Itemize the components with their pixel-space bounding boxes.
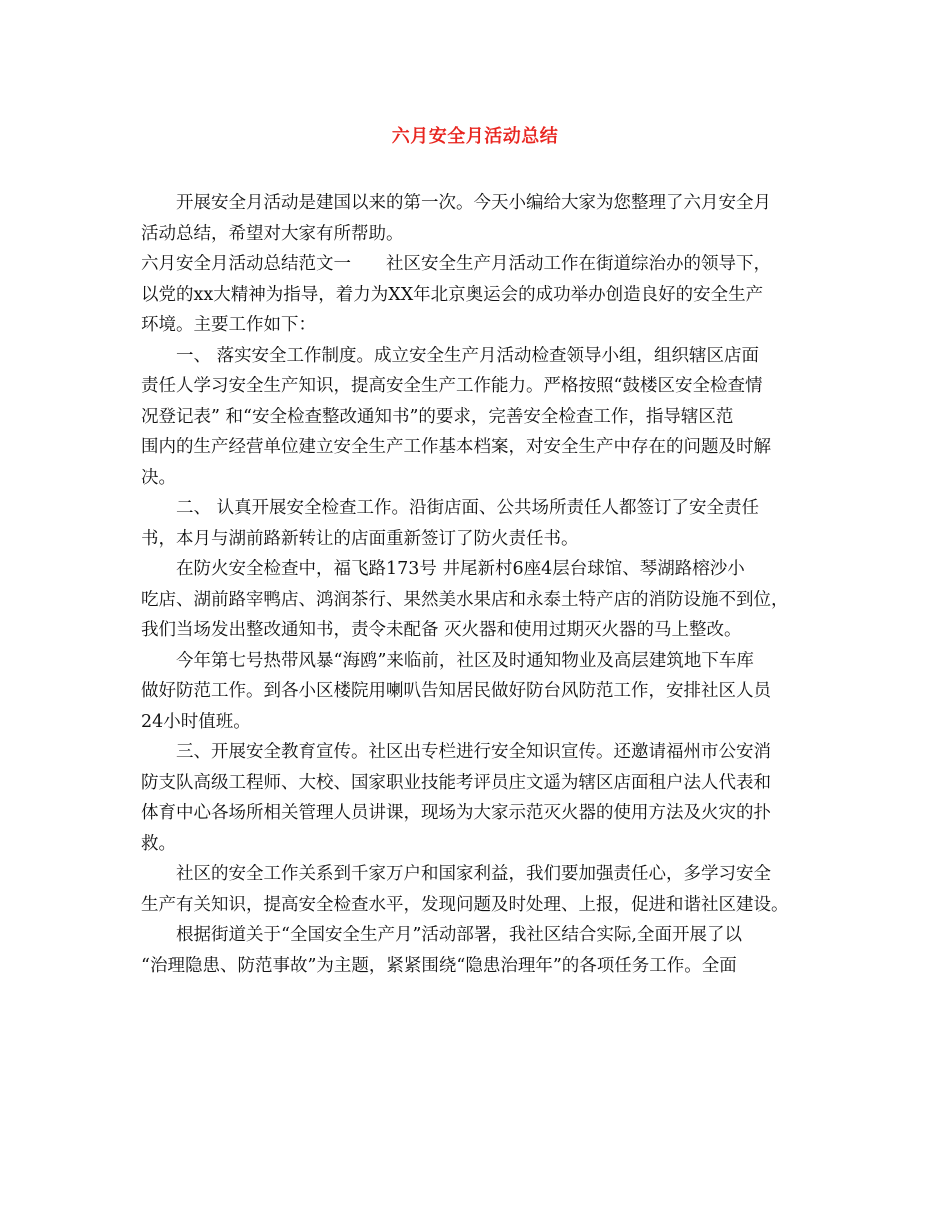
document-body (141, 188, 831, 981)
text-line: 救。 (141, 833, 176, 854)
paragraph (141, 737, 831, 859)
text-line: 社区的安全工作关系到千家万户和国家利益，我们要加强责任心，多学习安全 (176, 864, 771, 884)
text-line: 责任人学习安全生产知识，提高安全生产工作能力。严格按照“鼓楼区安全检查情 (141, 376, 763, 396)
paragraph (141, 341, 831, 494)
text-line: 二、 认真开展安全检查工作。沿街店面、公共场所责任人都签订了安全责任 (176, 498, 760, 518)
text-line: 防支队高级工程师、大校、国家职业技能考评员庄文遥为辖区店面租户法人代表和 (141, 772, 771, 793)
paragraph (141, 554, 831, 646)
text-line: 活动总结，希望对大家有所帮助。 (141, 223, 404, 244)
text-line: 决。 (141, 467, 176, 488)
text-line: 吃店、湖前路宰鸭店、鸿润茶行、果然美水果店和永泰土特产店的消防设施不到位， (141, 589, 789, 610)
text-line: 今年第七号热带风暴“海鸥”来临前，社区及时通知物业及高层建筑地下车库 (176, 650, 754, 671)
text-line: 书，本月与湖前路新转让的店面重新签订了防火责任书。 (141, 528, 579, 549)
text-line: 六月安全月活动总结范文一 社区安全生产月活动工作在街道综治办的领导下， (141, 254, 771, 274)
paragraph (141, 188, 831, 249)
paragraph (141, 920, 831, 981)
paragraph (141, 249, 831, 341)
text-line: “治理隐患、防范事故”为主题，紧紧围绕“隐患治理年”的各项任务工作。全面 (141, 955, 737, 976)
text-line: 我们当场发出整改通知书，责令未配备 灭火器和使用过期灭火器的马上整改。 (141, 620, 742, 640)
text-line: 开展安全月活动是建国以来的第一次。今天小编给大家为您整理了六月安全月 (176, 193, 771, 213)
text-line: 根据街道关于“全国安全生产月”活动部署，我社区结合实际,全面开展了以 (176, 925, 742, 945)
paragraph (141, 493, 831, 554)
paragraph (141, 646, 831, 738)
paragraph (141, 859, 831, 920)
text-line: 在防火安全检查中，福飞路173号 井尾新村6座4层台球馆、琴湖路榕沙小 (176, 559, 745, 579)
text-line: 环境。主要工作如下： (141, 315, 316, 335)
text-line: 一、 落实安全工作制度。成立安全生产月活动检查领导小组，组织辖区店面 (176, 345, 760, 366)
text-line: 况登记表” 和“安全检查整改通知书”的要求，完善安全检查工作，指导辖区范 (141, 406, 734, 427)
text-line: 生产有关知识，提高安全检查水平，发现问题及时处理、上报，促进和谐社区建设。 (141, 894, 789, 915)
document-title: 六月安全月活动总结 (391, 126, 559, 147)
text-line: 体育中心各场所相关管理人员讲课，现场为大家示范灭火器的使用方法及火灾的扑 (141, 803, 771, 823)
text-line: 三、开展安全教育宣传。社区出专栏进行安全知识宣传。还邀请福州市公安消 (176, 742, 771, 762)
text-line: 做好防范工作。到各小区楼院用喇叭告知居民做好防台风防范工作，安排社区人员 (141, 681, 771, 701)
text-line: 以党的xx大精神为指导，着力为XX年北京奥运会的成功举办创造良好的安全生产 (141, 284, 764, 305)
text-line: 围内的生产经营单位建立安全生产工作基本档案，对安全生产中存在的问题及时解 (141, 437, 771, 457)
text-line: 24小时值班。 (141, 711, 251, 732)
